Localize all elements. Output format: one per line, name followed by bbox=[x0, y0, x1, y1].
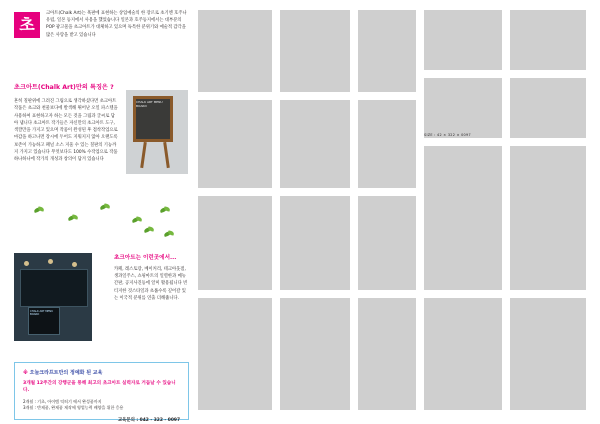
image-placeholder bbox=[198, 298, 272, 410]
promo-subheading: 3개월 12주간의 강행군을 통해 최고의 초크아트 실력자로 거듭날 수 있습니다. bbox=[23, 381, 176, 393]
promo-heading-text: 오늘크라프트만의 정예화 된 교육 bbox=[29, 370, 103, 376]
lamp-icon bbox=[48, 259, 53, 264]
feature-section-title: 초크아트(Chalk Art)만의 특징은 ? bbox=[14, 84, 114, 91]
image-placeholder bbox=[510, 298, 586, 410]
image-placeholder bbox=[424, 146, 502, 290]
leaf-icon bbox=[68, 214, 78, 222]
promo-heading bbox=[23, 369, 180, 376]
image-placeholder bbox=[424, 298, 502, 410]
image-placeholder bbox=[510, 10, 586, 70]
education-promo-box bbox=[14, 362, 189, 423]
header-paragraph: 크아트(Chalk Art)는 흑판에 표현하는 상업예술의 한 장르로 초기엔 호주나 유럽, 일본 등지에서 사용을 했었습니다 일본과 호주등지에서는 대부분의 POP 광고물을 초크아트가 대체하고 있으며 독특한 분위기와 예술적 감각을 많은 사랑을 받고 있습니다 bbox=[46, 11, 187, 38]
places-section-body: 카페, 레스토랑, 베이커리, 테크아웃점, 생과일주스, 쇼핑마트의 일렬한과 메뉴간판, 공지사진등에 알미 활용됩니다 빈티지한 것스타일과 초룹수록 깊어갈 있는 이국적 분위를 연출 더해줍니다. bbox=[114, 267, 188, 301]
chalkboard-caption: CHALK ART MENU BOARD bbox=[136, 100, 163, 109]
lamp-icon bbox=[24, 261, 29, 266]
chalk-logo: 초 bbox=[14, 12, 40, 38]
cafe-interior bbox=[20, 269, 88, 307]
leaf-icon bbox=[164, 230, 174, 238]
promo-bullet-icon: ※ bbox=[23, 370, 28, 376]
image-placeholder bbox=[280, 298, 350, 410]
image-placeholder bbox=[358, 100, 416, 188]
image-placeholder bbox=[280, 100, 350, 188]
leaf-icon bbox=[132, 216, 142, 224]
image-placeholder bbox=[424, 10, 502, 70]
image-placeholder bbox=[198, 100, 272, 188]
chalkboard-easel-legs bbox=[138, 142, 172, 168]
feature-section-body: 흔히 칠판위에 그려진 그림으로 생각하셨다면 초크아트 작품은 초크와 천물보다에 발색해 뛰어난 오일 파스텔을 사용하여 표현하고자 하는 모든 것을 그림과 글씨로 담아 냅니다 초크아트 작가들은 자신만의 초크아트 도구, 색깔만을 가지고 있으며 작품이 완성된 후 점착작업으로 마감을 하고나면 장시에 두어도 지워지지 않아 오랜도록 보존이 가능하고 패널 소스 지울 수 있는 칠판의 기능까지 가지고 있습니다 무엇보다도 100% 수작업으로 작품 하나하나에 작가의 개성과 창의이 담겨 있습니다 bbox=[14, 99, 118, 163]
image-placeholder bbox=[198, 10, 272, 92]
leaf-icon bbox=[160, 206, 170, 214]
leaf-icon bbox=[144, 226, 154, 234]
image-placeholder bbox=[424, 78, 502, 138]
lamp-icon bbox=[72, 262, 77, 267]
image-placeholder bbox=[510, 78, 586, 138]
promo-contact: 교육문의 : 042 - 322 - 0097 bbox=[117, 417, 180, 423]
image-placeholder bbox=[198, 196, 272, 290]
leaf-icon bbox=[34, 206, 44, 214]
image-placeholder bbox=[358, 298, 416, 410]
chalkboard-photo bbox=[126, 90, 188, 174]
image-placeholder bbox=[358, 196, 416, 290]
header-block bbox=[14, 10, 189, 68]
left-column bbox=[14, 10, 189, 423]
promo-line-1: 2개월 : 기초, 아이템 익히기 에서 완성품까지 bbox=[23, 399, 102, 404]
leaf-icon bbox=[100, 203, 110, 211]
image-placeholder bbox=[280, 10, 350, 92]
places-section-title: 초크아트는 이런곳에서... bbox=[114, 255, 177, 261]
image-placeholder bbox=[358, 10, 416, 92]
cafe-photo bbox=[14, 253, 92, 341]
cafe-sign-caption: CHALK ART MENU BOARD bbox=[30, 310, 54, 317]
image-placeholder bbox=[280, 196, 350, 290]
promo-line-2: 3개월 : 반제품, 완제품 제작에 영업능력 배양을 위한 응용 bbox=[23, 405, 124, 411]
size-note: SIZE : 42 × 322 × 0097 bbox=[424, 133, 471, 137]
image-placeholder bbox=[510, 146, 586, 290]
